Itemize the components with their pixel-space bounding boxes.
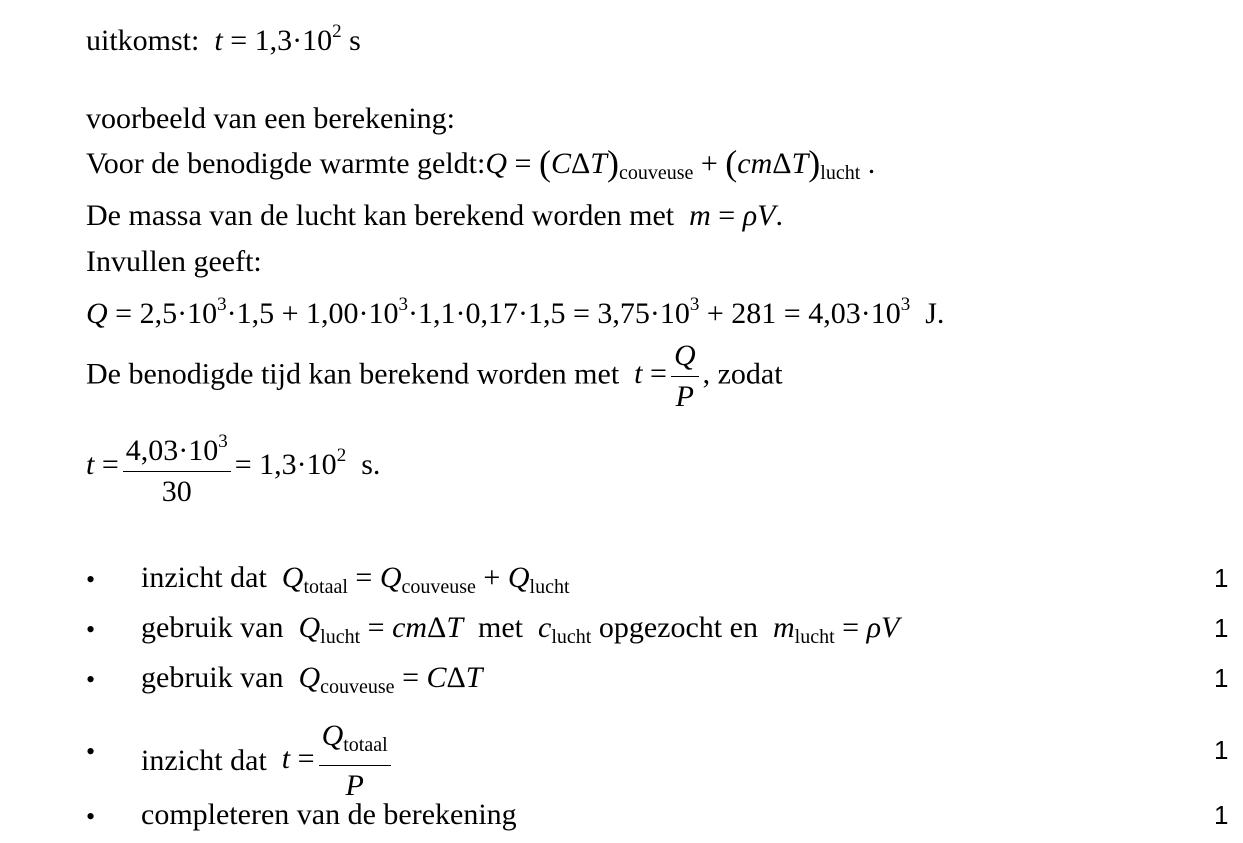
mass-line — [86, 198, 783, 234]
criterion-bullet: • — [86, 802, 96, 831]
criterion-4 — [141, 718, 395, 804]
final-formula: t = $\frac{4,03\cdot 10^3}{30}$ = $1,3\cdot 10^2$ s. — [86, 424, 380, 510]
calc-formula: $Q = 2,5\cdot 10^3\cdot 1,5 + 1,00\cdot 10^3\cdot 1,1\cdot 0,17\cdot 1,5 = 3,75\cdot 10^3 + 281 = 4,03\cdot 10^3$ J. — [86, 294, 945, 330]
criterion-bullet: • — [86, 565, 96, 594]
criterion-score: 1 — [1214, 613, 1229, 643]
heat-formula: $Q = (C\Delta T)_{couveuse} + (cm\Delta T)_{lucht}$ . — [485, 143, 876, 184]
criterion-bullet: • — [86, 665, 96, 694]
criterion-2 — [141, 610, 899, 655]
criterion-formula: $Q_{lucht} = cm\Delta T$ met $c_{lucht}$ opgezocht en $m_{lucht} = \rho V$ — [298, 611, 900, 648]
criterion-bullet: • — [86, 737, 96, 766]
criterion-formula: $Q_{totaal} = Q_{couveuse} + Q_{lucht}$ — [281, 561, 570, 598]
time-text: De benodigde tijd kan berekend worden met — [86, 357, 620, 391]
heat-line — [86, 145, 875, 191]
criterion-formula: $Q_{couveuse} = C\Delta T$ — [298, 661, 483, 698]
criterion-score: 1 — [1214, 800, 1229, 830]
criterion-formula: t = $\frac{Q_{totaal}}{P}$ — [274, 742, 394, 775]
result-label: uitkomst: — [86, 24, 200, 57]
criterion-3 — [141, 660, 482, 705]
criterion-fraction: $\frac{Q_{totaal}}{P}$ — [319, 718, 391, 804]
criterion-score: 1 — [1214, 663, 1229, 693]
mass-text: De massa van de lucht kan berekend worden met — [86, 199, 675, 232]
time-suffix: zodat — [717, 357, 783, 391]
result-line — [86, 14, 361, 59]
final-fraction: $\frac{4,03\cdot 10^3}{30}$ — [123, 424, 231, 510]
criterion-text: gebruik van — [141, 611, 284, 644]
example-heading: voorbeeld van een berekening: — [86, 102, 456, 135]
result-formula: $t = 1,3\cdot 10^2$ s — [214, 21, 361, 57]
criterion-1 — [141, 560, 570, 605]
criterion-score: 1 — [1214, 563, 1229, 593]
criterion-score: 1 — [1214, 735, 1229, 765]
criterion-5: completeren van de berekening — [141, 798, 517, 831]
time-line — [86, 338, 783, 415]
criterion-text: inzicht dat — [141, 561, 267, 594]
mass-formula: m = ρV. — [689, 199, 783, 232]
time-fraction: $\frac{Q}{P}$ — [671, 338, 699, 415]
criterion-text: gebruik van — [141, 661, 284, 694]
criterion-bullet: • — [86, 615, 96, 644]
heat-intro: Voor de benodigde warmte geldt: — [86, 147, 486, 180]
criterion-text: inzicht dat — [141, 744, 267, 777]
time-formula: t = $\frac{Q}{P}$ , — [634, 339, 711, 413]
fill-in-line: Invullen geeft: — [86, 245, 262, 278]
